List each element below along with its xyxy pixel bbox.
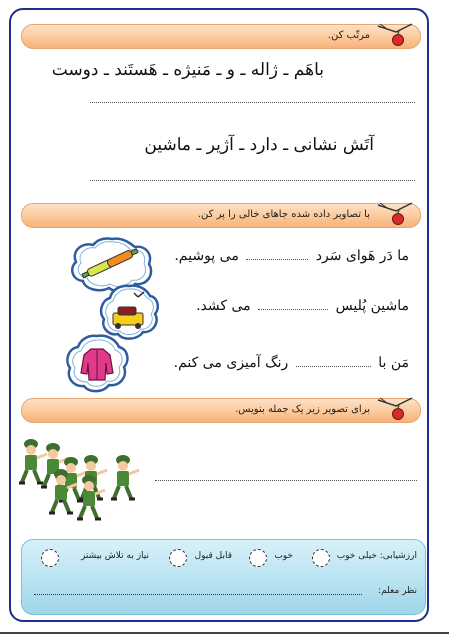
- pink-coat-bubble-image: [64, 333, 130, 395]
- sentence-2: [196, 298, 409, 314]
- section3-heading: برای تصویر زیر یک جمله بنویس.: [235, 404, 370, 415]
- section3-heading-bar: [21, 398, 421, 423]
- sentence-1-end: می پوشیم.: [174, 248, 239, 264]
- answer-line-2[interactable]: [90, 180, 415, 181]
- teacher-comment-line[interactable]: [34, 594, 362, 595]
- option-very-good-label: خیلی خوب: [336, 551, 377, 561]
- evaluation-label: ارزشیابی:: [379, 551, 417, 561]
- option-acceptable-circle[interactable]: [169, 549, 187, 567]
- option-needs-effort-circle[interactable]: [41, 549, 59, 567]
- sentence-3-end: رنگ آمیزی می کنم.: [173, 355, 289, 371]
- sentence-3-blank[interactable]: [296, 366, 371, 367]
- sentence-2-blank[interactable]: [258, 309, 328, 310]
- worksheet-frame: [9, 8, 429, 622]
- answer-line-1[interactable]: [90, 102, 415, 103]
- pencil-apple-icon: [374, 18, 414, 50]
- sentence-1-start: ما دَر هَوای سَرد: [315, 248, 409, 264]
- option-good-label: خوب: [274, 551, 293, 561]
- scrambled-line-1: باهَم ـ ژاله ـ و ـ مَنیژه ـ هَستَند ـ دوست: [51, 60, 324, 80]
- evaluation-box: [21, 539, 426, 615]
- section2-heading: با تصاویر داده شده جاهای خالی را پر کن.: [197, 209, 370, 220]
- option-acceptable-label: قابل قبول: [194, 551, 232, 561]
- option-good-circle[interactable]: [249, 549, 267, 567]
- sentence-2-end: می کشد.: [196, 298, 251, 314]
- option-very-good-circle[interactable]: [312, 549, 330, 567]
- page-bottom-rule: [0, 632, 449, 634]
- option-needs-effort-label: نیاز به تلاش بیشتر: [80, 551, 149, 561]
- sentence-1-blank[interactable]: [246, 259, 308, 260]
- soldiers-marching-image: [17, 438, 155, 524]
- pencil-apple-icon: [374, 392, 414, 424]
- teacher-comment-label: نظر معلم:: [378, 586, 417, 596]
- sentence-2-start: ماشین پُلیس: [335, 298, 409, 314]
- pencil-apple-icon: [374, 197, 414, 229]
- section1-heading: مرتّب کن.: [327, 30, 370, 41]
- sentence-1: [174, 248, 409, 264]
- picture-sentence-line[interactable]: [155, 480, 417, 481]
- sentence-3-start: مَن با: [378, 355, 409, 371]
- section1-heading-bar: [21, 24, 421, 49]
- scrambled-line-2: آتَش نشانی ـ دارد ـ آژیر ـ ماشین: [144, 135, 374, 155]
- section2-heading-bar: [21, 203, 421, 228]
- sentence-3: [174, 355, 409, 371]
